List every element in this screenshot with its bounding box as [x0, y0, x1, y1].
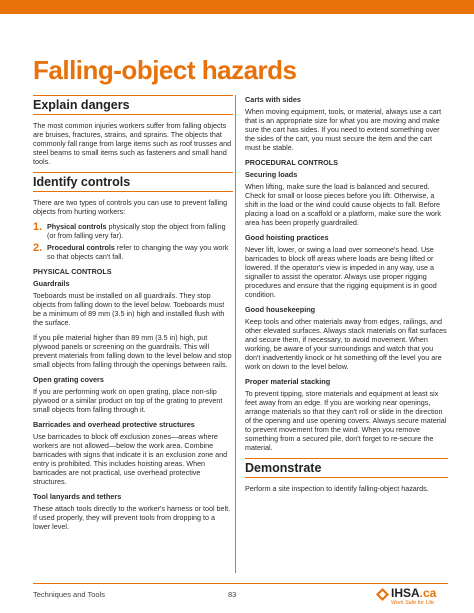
- carts-heading: Carts with sides: [245, 95, 301, 104]
- barricades-heading: Barricades and overhead protective structures: [33, 420, 195, 429]
- column-divider: [235, 95, 236, 573]
- explain-dangers-text: The most common injuries workers suffer from falling objects are bruises, fractures, strains, and sprains. The objects that commonly fall range from large items such as roof trusses and steel beams to small items such as fasteners and small hand tools.: [33, 121, 232, 166]
- hoisting-heading: Good hoisting practices: [245, 233, 329, 242]
- list-item-bold: Physical controls: [47, 222, 107, 231]
- procedural-controls-heading: PROCEDURAL CONTROLS: [245, 158, 338, 167]
- barricades-text: Use barricades to block off exclusion zones—areas where workers are not allowed—below the work area. Combine barricades with signs that indicate it is an exclusion zone and entry is prohibited. This includes hoisting areas. When barricades are not practical, use overhead protective structures.: [33, 432, 228, 486]
- right-column: [245, 95, 448, 499]
- top-accent-bar: [0, 0, 474, 14]
- guardrails-heading: Guardrails: [33, 279, 70, 288]
- identify-controls-intro: There are two types of controls you can use to prevent falling objects from hurting workers:: [33, 198, 228, 216]
- footer-rule: [33, 583, 448, 584]
- physical-controls-heading: PHYSICAL CONTROLS: [33, 267, 112, 276]
- guardrails-text-2: If you pile material higher than 89 mm (3.5 in) high, put plywood panels or screening on the guardrails. This will prevent materials from falling down to the level below and stop small objects from falling through the openings between rails.: [33, 333, 232, 369]
- housekeeping-heading: Good housekeeping: [245, 305, 316, 314]
- list-item-bold: Procedural controls: [47, 243, 115, 252]
- demonstrate-heading: Demonstrate: [245, 458, 448, 478]
- logo-suffix: .ca: [419, 586, 437, 600]
- list-item: [33, 222, 233, 240]
- stacking-heading: Proper material stacking: [245, 377, 331, 386]
- logo-name: IHSA: [391, 586, 420, 600]
- ihsa-logo: [376, 586, 448, 610]
- grating-text: If you are performing work on open grating, place non-slip plywood or a similar product on top of the grating to prevent small objects from falling through it.: [33, 387, 223, 414]
- left-column: [33, 95, 233, 537]
- housekeeping-text: Keep tools and other materials away from edges, railings, and other elevated surfaces. Always stack materials on flat surfaces and secure them, if necessary, to avoid movement. When working, be aware of your surroundings and watch that you don't inadvertently knock or hit something off the level you are work on down to the level below.: [245, 317, 447, 371]
- securing-loads-heading: Securing loads: [245, 170, 298, 179]
- hoisting-text: Never lift, lower, or swing a load over someone's head. Use barricades to block off areas where loads are being lifted or lowered. If the operator's view is impeded in any way, use a signaller to assist the operator. Always use proper rigging procedures and ensure that the rigging equipment is in good condition.: [245, 245, 437, 299]
- lanyards-heading: Tool lanyards and tethers: [33, 492, 122, 501]
- footer-section: Techniques and Tools: [33, 590, 105, 599]
- list-item-text: physically stop the object from falling (or from falling very far).: [47, 222, 226, 240]
- carts-text: When moving equipment, tools, or material, always use a cart that is an appropriate size for what you are moving and make sure the cart has sides. If you need to extend something over the sides of the cart, you must secure the item and the cart must be stable.: [245, 107, 442, 152]
- list-item: [33, 243, 233, 261]
- securing-loads-text: When lifting, make sure the load is balanced and secured. Check for small or loose pieces before you lift. Otherwise, a shift in the load or the wind could cause objects to fall. Before placing a load on a scaffold or a platform, make sure the work area has been properly guardrailed.: [245, 182, 442, 227]
- explain-dangers-heading: Explain dangers: [33, 95, 233, 115]
- logo-wordmark: [391, 586, 436, 600]
- ihsa-logo-icon: [376, 588, 389, 601]
- grating-heading: Open grating covers: [33, 375, 104, 384]
- page-number: 83: [228, 590, 237, 599]
- lanyards-text: These attach tools directly to the worker's harness or tool belt. If used properly, they will prevent tools from dropping to a lower level.: [33, 504, 231, 531]
- identify-controls-heading: Identify controls: [33, 172, 233, 192]
- stacking-text: To prevent tipping, store materials and equipment at least six feet away from an edge. If you are working near openings, arrange materials so that they can't roll or slide in the direction of the opening and use opening covers. Always secure material to prevent movement from the wind. When you remove something from a secured pile, don't forget to re-secure the material.: [245, 389, 447, 452]
- logo-tagline: Work Safe for Life: [391, 600, 435, 606]
- page-footer: [0, 583, 474, 613]
- list-number: 2.: [33, 242, 43, 254]
- controls-list: [33, 222, 233, 261]
- list-number: 1.: [33, 221, 43, 233]
- list-item-text: refer to changing the way you work so that objects can't fall.: [47, 243, 229, 261]
- page-title: Falling-object hazards: [33, 55, 297, 85]
- demonstrate-text: Perform a site inspection to identify falling-object hazards.: [245, 484, 429, 493]
- guardrails-text-1: Toeboards must be installed on all guardrails. They stop objects from falling down to the level below. Toeboards must be a minimum of 89 mm (3.5 in) high and installed flush with the surface.: [33, 291, 225, 327]
